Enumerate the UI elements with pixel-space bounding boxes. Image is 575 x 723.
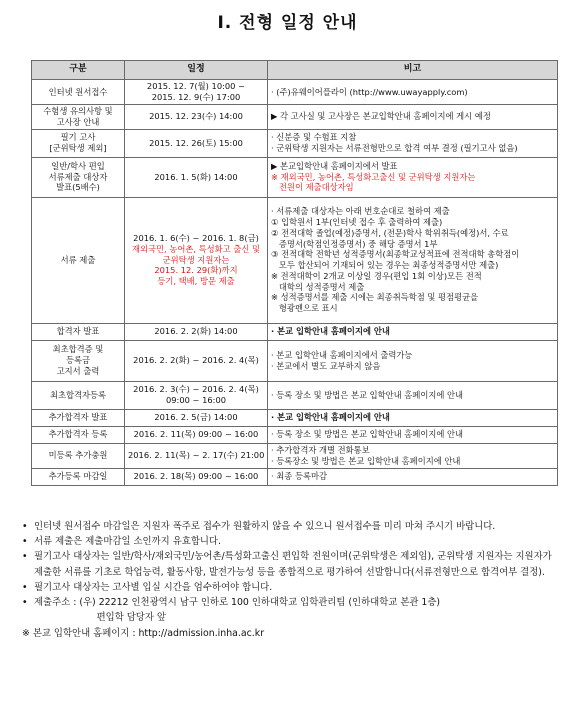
row-schedule	[125, 197, 268, 323]
note-item	[22, 610, 562, 625]
remark-line: 대학의 성적증명서 제출	[271, 281, 365, 292]
schedule-line: 2016. 2. 5(금) 14:00	[154, 412, 238, 423]
schedule-line: 2016. 2. 2(화) 14:00	[154, 326, 238, 337]
remark-line: · 본교에서 별도 교부하지 않음	[271, 360, 381, 371]
table-row	[32, 105, 558, 130]
row-remarks	[268, 340, 558, 381]
note-text: 제출주소 : (우) 22212 인천광역시 남구 인하로 100 인하대학교 입학관리팀 (인하대학교 본관 1층)	[34, 597, 441, 609]
remark-line: 전원이 제출대상자임	[271, 182, 354, 193]
table-row	[32, 197, 558, 323]
remark-line: · 등록 장소 및 방법은 본교 입학안내 홈페이지에 안내	[271, 389, 464, 400]
remark-line: ▶ 본교입학안내 홈페이지에서 발표	[271, 160, 398, 171]
row-schedule	[125, 129, 268, 157]
remark-line: · 등록 장소 및 방법은 본교 입학안내 홈페이지에 안내	[271, 429, 464, 440]
row-category	[32, 426, 125, 443]
schedule-line: 2015. 12. 9(수) 17:00	[151, 92, 241, 102]
note-item	[22, 549, 562, 579]
category-line: 추가합격자 등록	[48, 429, 108, 440]
category-line: 합격자 발표	[56, 326, 100, 337]
table-row	[32, 340, 558, 381]
schedule-line: 2016. 1. 6(수) ~ 2016. 1. 8(금)	[133, 233, 259, 244]
schedule-line: 2015. 12. 29(화)까지	[154, 265, 238, 276]
note-text: 본교 입학안내 홈페이지 : http://admission.inha.ac.kr	[32, 627, 265, 639]
remark-line: · 서류제출 대상자는 아래 번호순대로 철하여 제출	[271, 206, 450, 217]
category-line: 등록금	[65, 355, 91, 366]
row-category	[32, 468, 125, 485]
row-remarks	[268, 409, 558, 426]
row-remarks	[268, 197, 558, 323]
row-category	[32, 409, 125, 426]
table-row	[32, 129, 558, 157]
note-text: 필기고사 대상자는 일반/학사/재외국민/농어촌/특성화고출신 편입학 전원이며(군위탁생은 제외임), 군위탁생 지원자는 지원자가 제출한 서류를 기초로 학업능력, 활동사항, 발전가능성 등을 종합적으로 평가하여 선발합니다(서류전형만으로 합격여부 결정).	[34, 551, 555, 578]
remark-line: · 본교 입학안내 홈페이지에 안내	[271, 326, 390, 337]
category-line: 수험생 유의사항 및	[43, 106, 113, 116]
row-remarks	[268, 443, 558, 468]
remark-line: ③ 전적대학 전학년 성적증명서(최종학교성적표에 전적대학 총학점이	[271, 249, 520, 260]
row-category	[32, 197, 125, 323]
remark-line: ① 입학원서 1부(인터넷 접수 후 출력하여 제출)	[271, 216, 443, 227]
remark-line: · 신분증 및 수험표 지참	[271, 132, 357, 143]
table-row	[32, 409, 558, 426]
category-line: 최초합격증 및	[52, 344, 104, 355]
row-schedule	[125, 381, 268, 409]
row-remarks	[268, 105, 558, 130]
remark-line: ▶ 각 고사실 및 고사장은 본교입학안내 홈페이지에 게시 예정	[271, 111, 491, 122]
header-category: 구분	[32, 61, 125, 80]
remark-line: · 추가합격자 개별 전화통보	[271, 444, 370, 455]
schedule-line: 2016. 2. 11(목) ~ 2. 17(수) 21:00	[128, 450, 265, 461]
note-text: 서류 제출은 제출마감일 소인까지 유효합니다.	[34, 536, 221, 548]
category-line: 일반/학사 편입	[51, 160, 105, 171]
row-remarks	[268, 426, 558, 443]
row-remarks	[268, 80, 558, 105]
schedule-line: 2015. 12. 7(월) 10:00 ~	[146, 81, 246, 92]
bullet-icon: •	[22, 536, 28, 548]
row-category	[32, 129, 125, 157]
row-category	[32, 105, 125, 130]
note-item	[22, 519, 562, 534]
remark-line: 형광펜으로 표시	[271, 303, 338, 314]
schedule-line: 2016. 2. 18(목) 09:00 ~ 16:00	[133, 471, 259, 482]
category-line: 추가등록 마감일	[48, 471, 108, 482]
row-schedule	[125, 80, 268, 105]
note-item	[22, 580, 562, 595]
table-row	[32, 323, 558, 340]
remark-line: · (주)유웨이어플라이 (http://www.uwayapply.com)	[271, 86, 468, 97]
remark-line: · 최종 등록마감	[271, 471, 328, 482]
category-line: 고사장 안내	[56, 116, 100, 127]
row-schedule	[125, 409, 268, 426]
row-category	[32, 157, 125, 197]
schedule-line: 09:00 ~ 16:00	[165, 395, 227, 406]
row-schedule	[125, 426, 268, 443]
schedule-line: 2016. 2. 11(목) 09:00 ~ 16:00	[133, 429, 259, 440]
note-item	[22, 595, 562, 610]
header-schedule: 일정	[125, 61, 268, 80]
schedule-line: 2016. 2. 2(화) ~ 2016. 2. 4(목)	[133, 355, 259, 366]
bullet-icon: •	[22, 597, 28, 609]
row-category	[32, 443, 125, 468]
bullet-icon: •	[22, 581, 28, 593]
table-row	[32, 80, 558, 105]
note-text: 필기고사 대상자는 고사별 입실 시간을 엄수하여야 합니다.	[34, 581, 273, 593]
schedule-line: 2016. 2. 3(수) ~ 2016. 2. 4(목)	[133, 384, 259, 395]
bullet-icon: •	[22, 521, 28, 532]
category-line: 발표(5배수)	[56, 182, 100, 193]
row-schedule	[125, 468, 268, 485]
remark-line: ※ 전적대학이 2개교 이상일 경우(편입 1회 이상)모든 전적	[271, 270, 482, 281]
row-schedule	[125, 323, 268, 340]
row-remarks	[268, 381, 558, 409]
schedule-line: 2015. 12. 23(수) 14:00	[149, 111, 243, 122]
note-text: 편입학 담당자 앞	[34, 612, 166, 624]
bullet-icon: •	[22, 551, 28, 563]
row-category	[32, 323, 125, 340]
note-item	[22, 534, 562, 549]
schedule-line: 2015. 12. 26(토) 15:00	[149, 137, 243, 148]
row-category	[32, 340, 125, 381]
remark-line: ② 전적대학 졸업(예정)증명서, (전문)학사 학위취득(예정)서, 수료	[271, 227, 509, 238]
schedule-line: 군위탁생 지원자는	[162, 254, 230, 265]
remark-line: ※ 성적증명서를 제출 시에는 최종취득학점 및 평점평균을	[271, 292, 479, 303]
category-line: 서류 제출	[60, 254, 96, 265]
row-category	[32, 80, 125, 105]
remark-line: 모두 합산되어 기재되어 있는 경우는 최종성적증명서만 제출)	[271, 260, 499, 271]
remark-line: · 본교 입학안내 홈페이지에 안내	[271, 412, 390, 423]
table-row	[32, 468, 558, 485]
category-line: 미등록 추가충원	[48, 450, 108, 461]
row-schedule	[125, 443, 268, 468]
row-remarks	[268, 157, 558, 197]
category-line: 고지서 출력	[56, 365, 100, 376]
schedule-line: 2016. 1. 5(화) 14:00	[154, 171, 238, 182]
schedule-table	[31, 60, 558, 486]
table-header-row	[32, 61, 558, 80]
table-row	[32, 426, 558, 443]
row-schedule	[125, 157, 268, 197]
category-line: 최초합격자등록	[49, 389, 107, 400]
remark-line: · 군위탁생 지원자는 서류전형만으로 합격 여부 결정 (필기고사 없음)	[271, 143, 518, 154]
category-line: [군위탁생 제외]	[49, 143, 107, 154]
remark-line: · 본교 입학안내 홈페이지에서 출력가능	[271, 349, 413, 360]
category-line: 서류제출 대상자	[48, 171, 108, 182]
remark-line: 증명서(학점인정증명서) 중 해당 증명서 1부	[271, 238, 438, 249]
schedule-line: 재외국민, 농어촌, 특성화고 출신 및	[131, 243, 261, 254]
reference-mark-icon: ※	[22, 627, 30, 639]
row-remarks	[268, 129, 558, 157]
schedule-line: 등기, 택배, 방문 제출	[157, 276, 235, 287]
category-line: 인터넷 원서접수	[48, 86, 108, 97]
table-row	[32, 157, 558, 197]
page-title: Ⅰ. 전형 일정 안내	[217, 13, 358, 33]
note-text: 인터넷 원서접수 마감일은 지원자 폭주로 접수가 원활하지 않을 수 있으니 원서접수를 미리 마쳐 주시기 바랍니다.	[34, 521, 496, 532]
remark-line: · 등록장소 및 방법은 본교 입학안내 홈페이지에 안내	[271, 455, 461, 466]
category-line: 필기 고사	[60, 132, 96, 143]
table-row	[32, 443, 558, 468]
remark-line: ※ 재외국민, 농어촌, 특성화고출신 및 군위탁생 지원자는	[271, 171, 476, 182]
note-item	[22, 626, 562, 641]
row-category	[32, 381, 125, 409]
notes-section	[22, 519, 562, 641]
row-schedule	[125, 105, 268, 130]
row-schedule	[125, 340, 268, 381]
category-line: 추가합격자 발표	[48, 412, 108, 423]
row-remarks	[268, 468, 558, 485]
header-remarks: 비고	[268, 61, 558, 80]
table-row	[32, 381, 558, 409]
row-remarks	[268, 323, 558, 340]
